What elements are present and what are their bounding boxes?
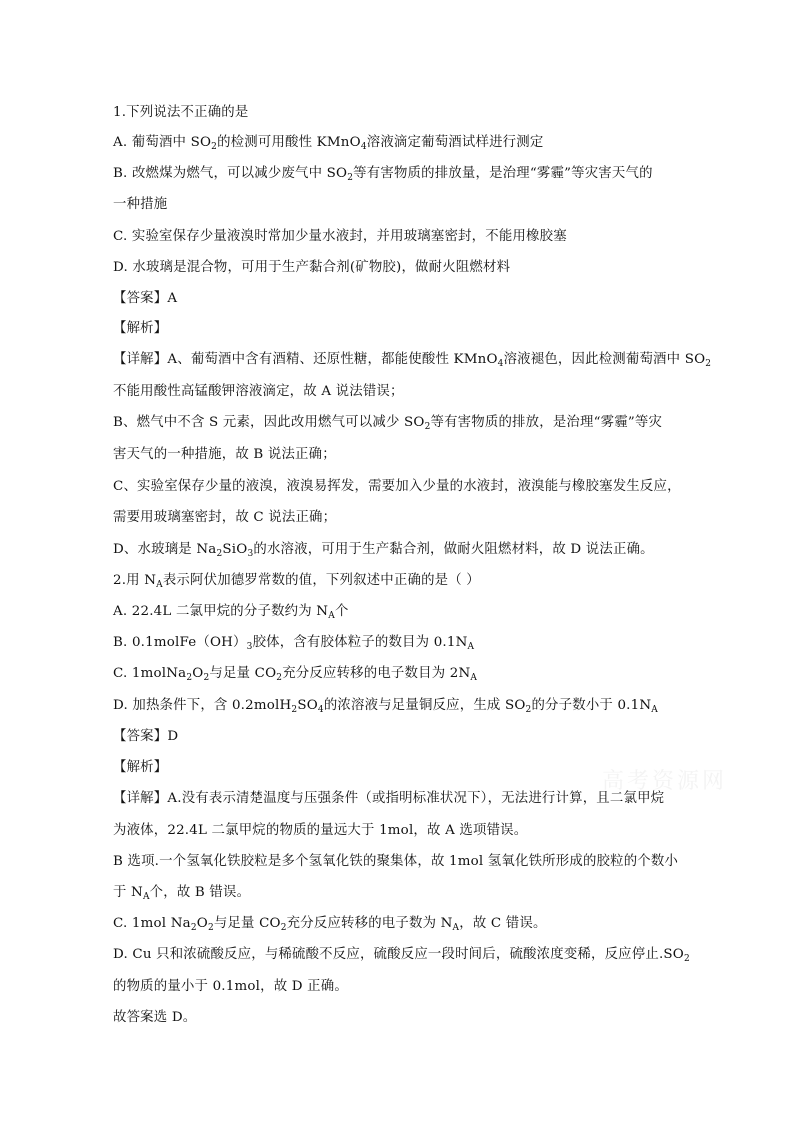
q1-detail-2: 不能用酸性高锰酸钾溶液滴定，故 A 说法错误； xyxy=(113,384,404,399)
q2-detail-6: D. Cu 只和浓硫酸反应，与稀硫酸不反应，硫酸反应一段时间后，硫酸浓度变稀，反应停止$.SO_2$ xyxy=(113,947,690,964)
q1-detail-5: C、实验室保存少量的液溴，液溴易挥发，需要加入少量的水液封，液溴能与橡胶塞发生反应， xyxy=(113,479,681,494)
q2-detail-2: 为液体，22.4L 二氯甲烷的物质的量远大于 1mol，故 A 选项错误。 xyxy=(113,823,528,838)
q1-detail-6: 需要用玻璃塞密封，故 C 说法正确； xyxy=(113,510,337,525)
q1-analysis-heading: 【解析】 xyxy=(113,321,168,336)
q2-detail-1: 【详解】A.没有表示清楚温度与压强条件（或指明标准状况下），无法进行计算，且二氯甲烷 xyxy=(113,791,665,806)
q1-detail-3: B、燃气中不含 S 元素，因此改用燃气可以减少 $SO_2$等有害物质的排放，是治理“雾霾”等灾 xyxy=(113,415,663,432)
q1-detail-1: 【详解】A、葡萄酒中含有酒精、还原性糖，都能使酸性 KMnO$_4$溶液褪色，因此检测葡萄酒中 $SO_2$ xyxy=(113,352,712,369)
q1-answer: 【答案】A xyxy=(113,291,178,306)
q2-option-a: A. 22.4L 二氯甲烷的分子数约为 $N_A$个 xyxy=(113,604,349,621)
q2-detail-3: B 选项.一个氢氧化铁胶粒是多个氢氧化铁的聚集体，故 1mol 氢氧化铁所形成的胶粒的个数小 xyxy=(113,854,679,869)
q1-detail-4: 害天气的一种措施，故 B 说法正确； xyxy=(113,447,336,462)
q2-option-d: D. 加热条件下，含 $0.2molH_2SO_4$的浓溶液与足量铜反应，生成 $SO_2$的分子数小于 $0.1N_A$ xyxy=(113,698,658,715)
q2-stem: 2.用 $N_A$表示阿伏加德罗常数的值，下列叙述中正确的是（ ） xyxy=(113,573,480,590)
q1-option-d: D. 水玻璃是混合物，可用于生产黏合剂(矿物胶)，做耐火阻燃材料 xyxy=(113,260,511,275)
q2-detail-5: C. 1mol $Na_2O_2$与足量 $CO_2$充分反应转移的电子数为 $N_A$，故 C 错误。 xyxy=(113,916,547,933)
q1-option-a: A. 葡萄酒中 $SO_2$的检测可用酸性 KMnO$_4$溶液滴定葡萄酒试样进行测定 xyxy=(113,135,544,152)
q1-stem: 1.下列说法不正确的是 xyxy=(113,105,249,120)
q2-detail-4: 于 $N_A$个，故 B 错误。 xyxy=(113,885,251,902)
q1-option-b-cont: 一种措施 xyxy=(113,197,168,212)
q1-detail-7: D、水玻璃是 $Na_2SiO_3$的水溶液，可用于生产黏合剂，做耐火阻燃材料，故 D 说法正确。 xyxy=(113,542,654,559)
q2-option-c: C. $1molNa_2O_2$与足量 $CO_2$充分反应转移的电子数目为 $2N_A$ xyxy=(113,666,478,683)
q1-option-c: C. 实验室保存少量液溴时常加少量水液封，并用玻璃塞密封，不能用橡胶塞 xyxy=(113,229,567,244)
q2-option-b: B. $0.1molFe(OH)_3$胶体，含有胶体粒子的数目为 $0.1N_A$ xyxy=(113,635,475,652)
q2-detail-7: 的物质的量小于 0.1mol，故 D 正确。 xyxy=(113,979,348,994)
watermark: 高考资源网 xyxy=(602,769,728,794)
q1-option-b: B. 改燃煤为燃气，可以减少废气中 $SO_2$等有害物质的排放量，是治理“雾霾”等灾害天气的 xyxy=(113,166,653,183)
q2-analysis-heading: 【解析】 xyxy=(113,760,168,775)
q2-conclusion: 故答案选 D。 xyxy=(113,1010,197,1025)
q2-answer: 【答案】D xyxy=(113,729,179,744)
